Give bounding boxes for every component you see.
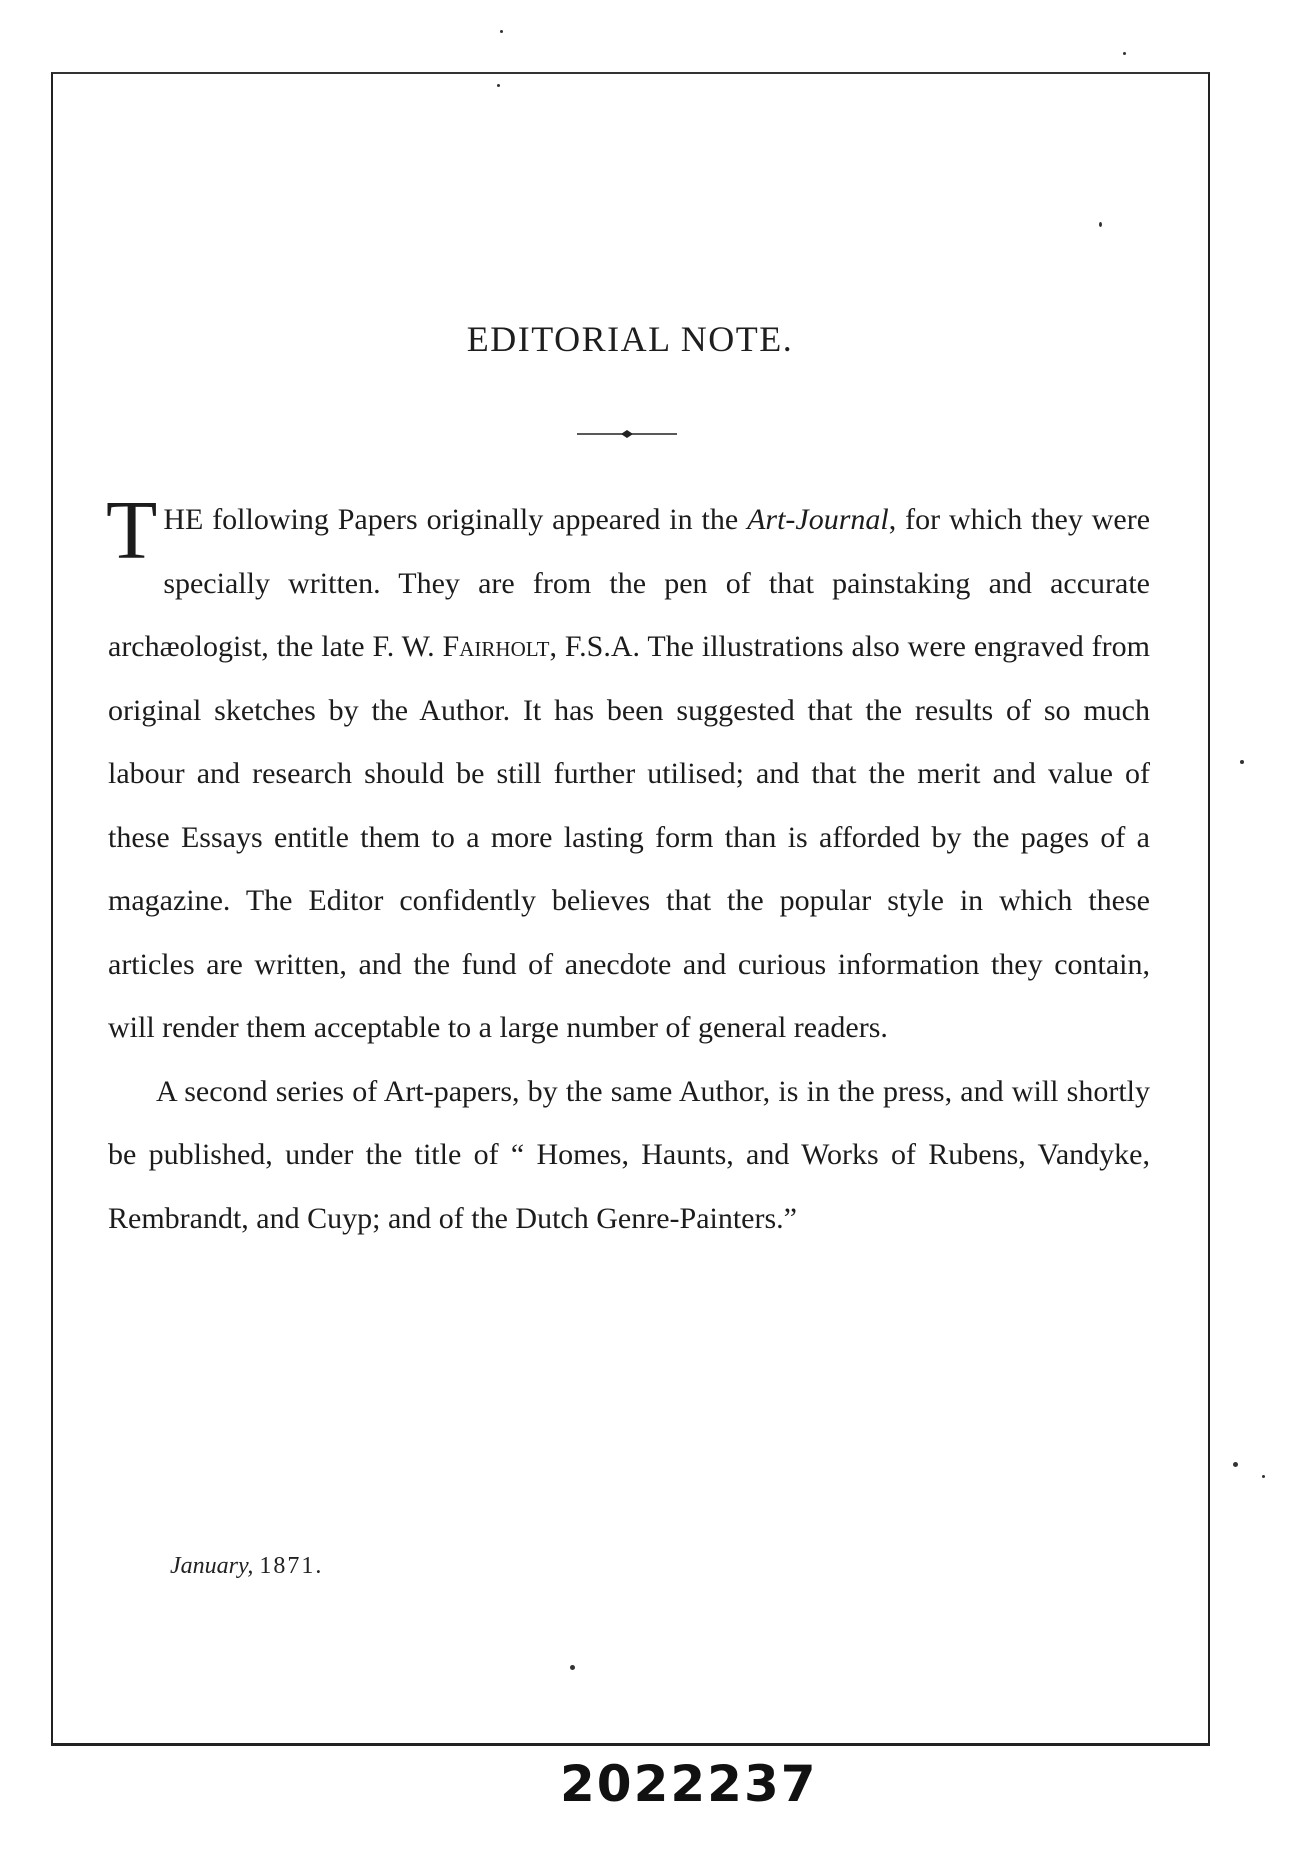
page-title: EDITORIAL NOTE. <box>466 319 794 359</box>
paragraph-1-text-b: , for which they were specially written. They are from the pen of that painstaking and accurate archæologist, the late F. W. <box>108 503 1151 663</box>
scan-speck <box>1123 52 1126 55</box>
scan-speck <box>1262 1475 1265 1478</box>
editorial-body <box>106 484 1151 1250</box>
author-name: Fairholt <box>442 630 550 663</box>
accession-number-stamp: 2022237 <box>560 1755 818 1813</box>
scan-speck <box>500 30 503 33</box>
drop-cap: T <box>106 484 158 577</box>
paragraph-2: A second series of Art-papers, by the same Author, is in the press, and will shortly be published, under the title of “ Homes, Haunts, and Works of Rubens, Vandyke, Rembrandt, and Cuyp; and of the Dutch Genre-Painters.” <box>108 1074 1150 1235</box>
scan-speck <box>1240 760 1244 764</box>
ornament-divider <box>577 428 677 440</box>
date-year: 1871. <box>259 1553 324 1579</box>
paragraph-1 <box>106 484 1151 1060</box>
scan-speck <box>1099 222 1102 227</box>
date-line <box>170 1553 323 1580</box>
scan-speck <box>497 84 500 87</box>
date-month: January, <box>170 1553 254 1579</box>
scan-speck <box>1233 1462 1238 1467</box>
paragraph-1-text-c: , F.S.A. The illustrations also were engraved from original sketches by the Author. It has been suggested that the results of so much labour and research should be still further utilised; and that the merit and value of these Essays entitle them to a more lasting form than is afforded by the pages of a magazine. The Editor confidently believes that the popular style in which these articles are written, and the fund of anecdote and curious information they contain, will render them acceptable to a large number of general readers. <box>108 630 1150 1044</box>
scan-speck <box>570 1665 575 1670</box>
paragraph-1-text-a: HE following Papers originally appeared in the <box>163 503 748 536</box>
journal-title: Art-Journal <box>747 503 889 536</box>
